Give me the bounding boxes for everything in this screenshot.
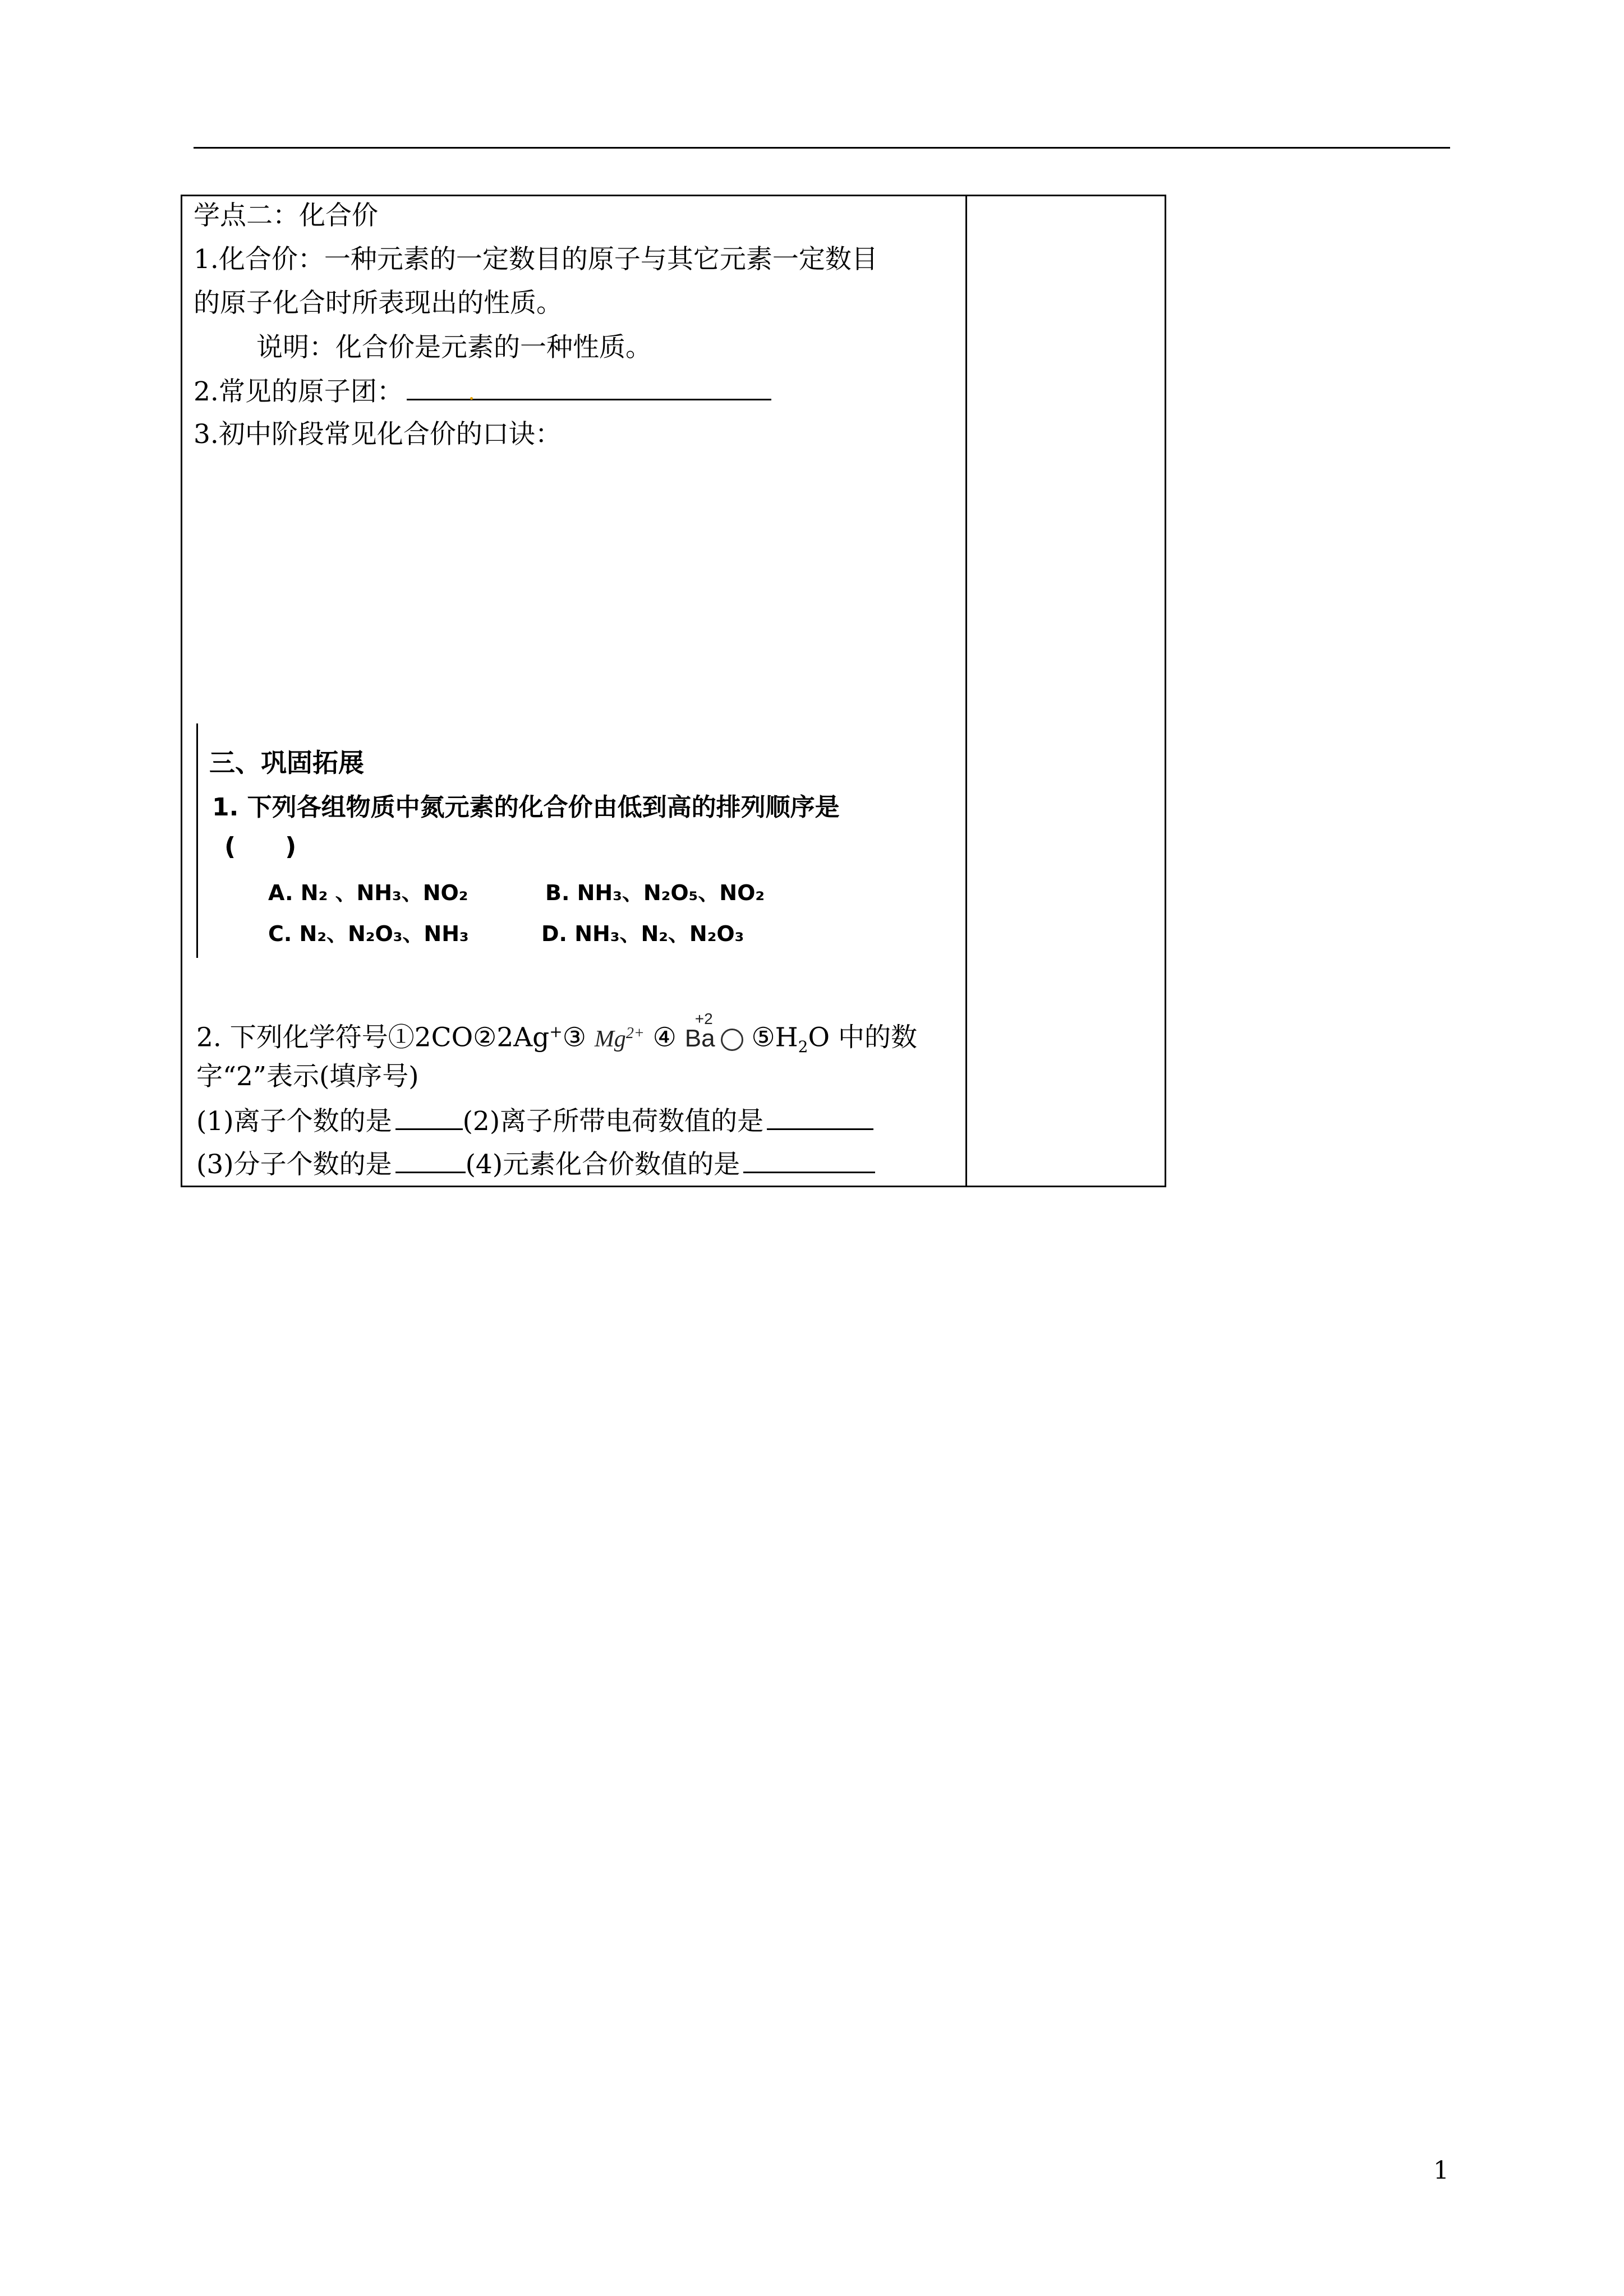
valence-mnemonic-prompt: 3.初中阶段常见化合价的口诀：	[194, 419, 562, 450]
blank-ion-charge[interactable]	[767, 1104, 873, 1130]
option-a: A. N₂ 、NH₃、NO₂	[268, 880, 468, 905]
blank-ion-count[interactable]	[395, 1104, 463, 1130]
atomic-groups-prompt	[194, 374, 771, 409]
question2-suffix: O 中的数	[808, 1022, 917, 1053]
circled-5: ⑤H	[751, 1022, 798, 1053]
question2-parts-row2: (3)分子个数的是 (4)元素化合价数值的是	[196, 1147, 875, 1182]
circled-3: ③	[562, 1022, 586, 1053]
question2-parts-row1: (1)离子个数的是 (2)离子所带电荷数值的是	[196, 1104, 873, 1138]
consolidation-heading: 三、巩固拓展	[209, 748, 364, 778]
option-c: C. N₂、N₂O₃、NH₃	[268, 921, 469, 946]
atomic-groups-label: 2.常见的原子团：	[194, 376, 403, 407]
atomic-groups-blank[interactable]	[407, 374, 771, 400]
definition-line-2: 的原子化合时所表现出的性质。	[194, 288, 563, 319]
pasted-image-edge	[196, 723, 198, 958]
definition-line-1: 1.化合价：一种元素的一定数目的原子与其它元素一定数目	[194, 244, 878, 275]
section-heading: 学点二：化合价	[194, 200, 378, 231]
definition-note: 说明：化合价是元素的一种性质。	[256, 332, 652, 363]
mg-ion-image: $Mg^{2+}$	[594, 1024, 645, 1052]
option-d: D. NH₃、N₂、N₂O₃	[541, 921, 744, 946]
question1-answer-paren: ( )	[224, 832, 297, 861]
ag-charge: +	[549, 1022, 563, 1041]
option-b: B. NH₃、N₂O₅、NO₂	[545, 880, 765, 905]
bao-valence-image: +2 Ba	[685, 1025, 743, 1052]
page-number: 1	[1433, 2156, 1449, 2185]
blank-molecule-count[interactable]	[395, 1147, 466, 1173]
question2-stem: 2. 下列化学符号①2CO②2Ag+③ $Mg^{2+}$ ④ +2 Ba $⑤H_2O$ 中的数	[196, 1009, 917, 1057]
circled-4: ④	[652, 1022, 677, 1053]
stray-dot	[470, 397, 473, 400]
blank-valence-value[interactable]	[743, 1147, 875, 1173]
question2-prefix: 2. 下列化学符号①2CO②2Ag	[196, 1022, 550, 1053]
question2-line2: 字“2”表示(填序号)	[196, 1061, 419, 1092]
table-column-divider	[965, 195, 967, 1187]
header-rule	[194, 147, 1450, 149]
question1-stem: 1. 下列各组物质中氮元素的化合价由低到高的排列顺序是	[212, 793, 840, 822]
